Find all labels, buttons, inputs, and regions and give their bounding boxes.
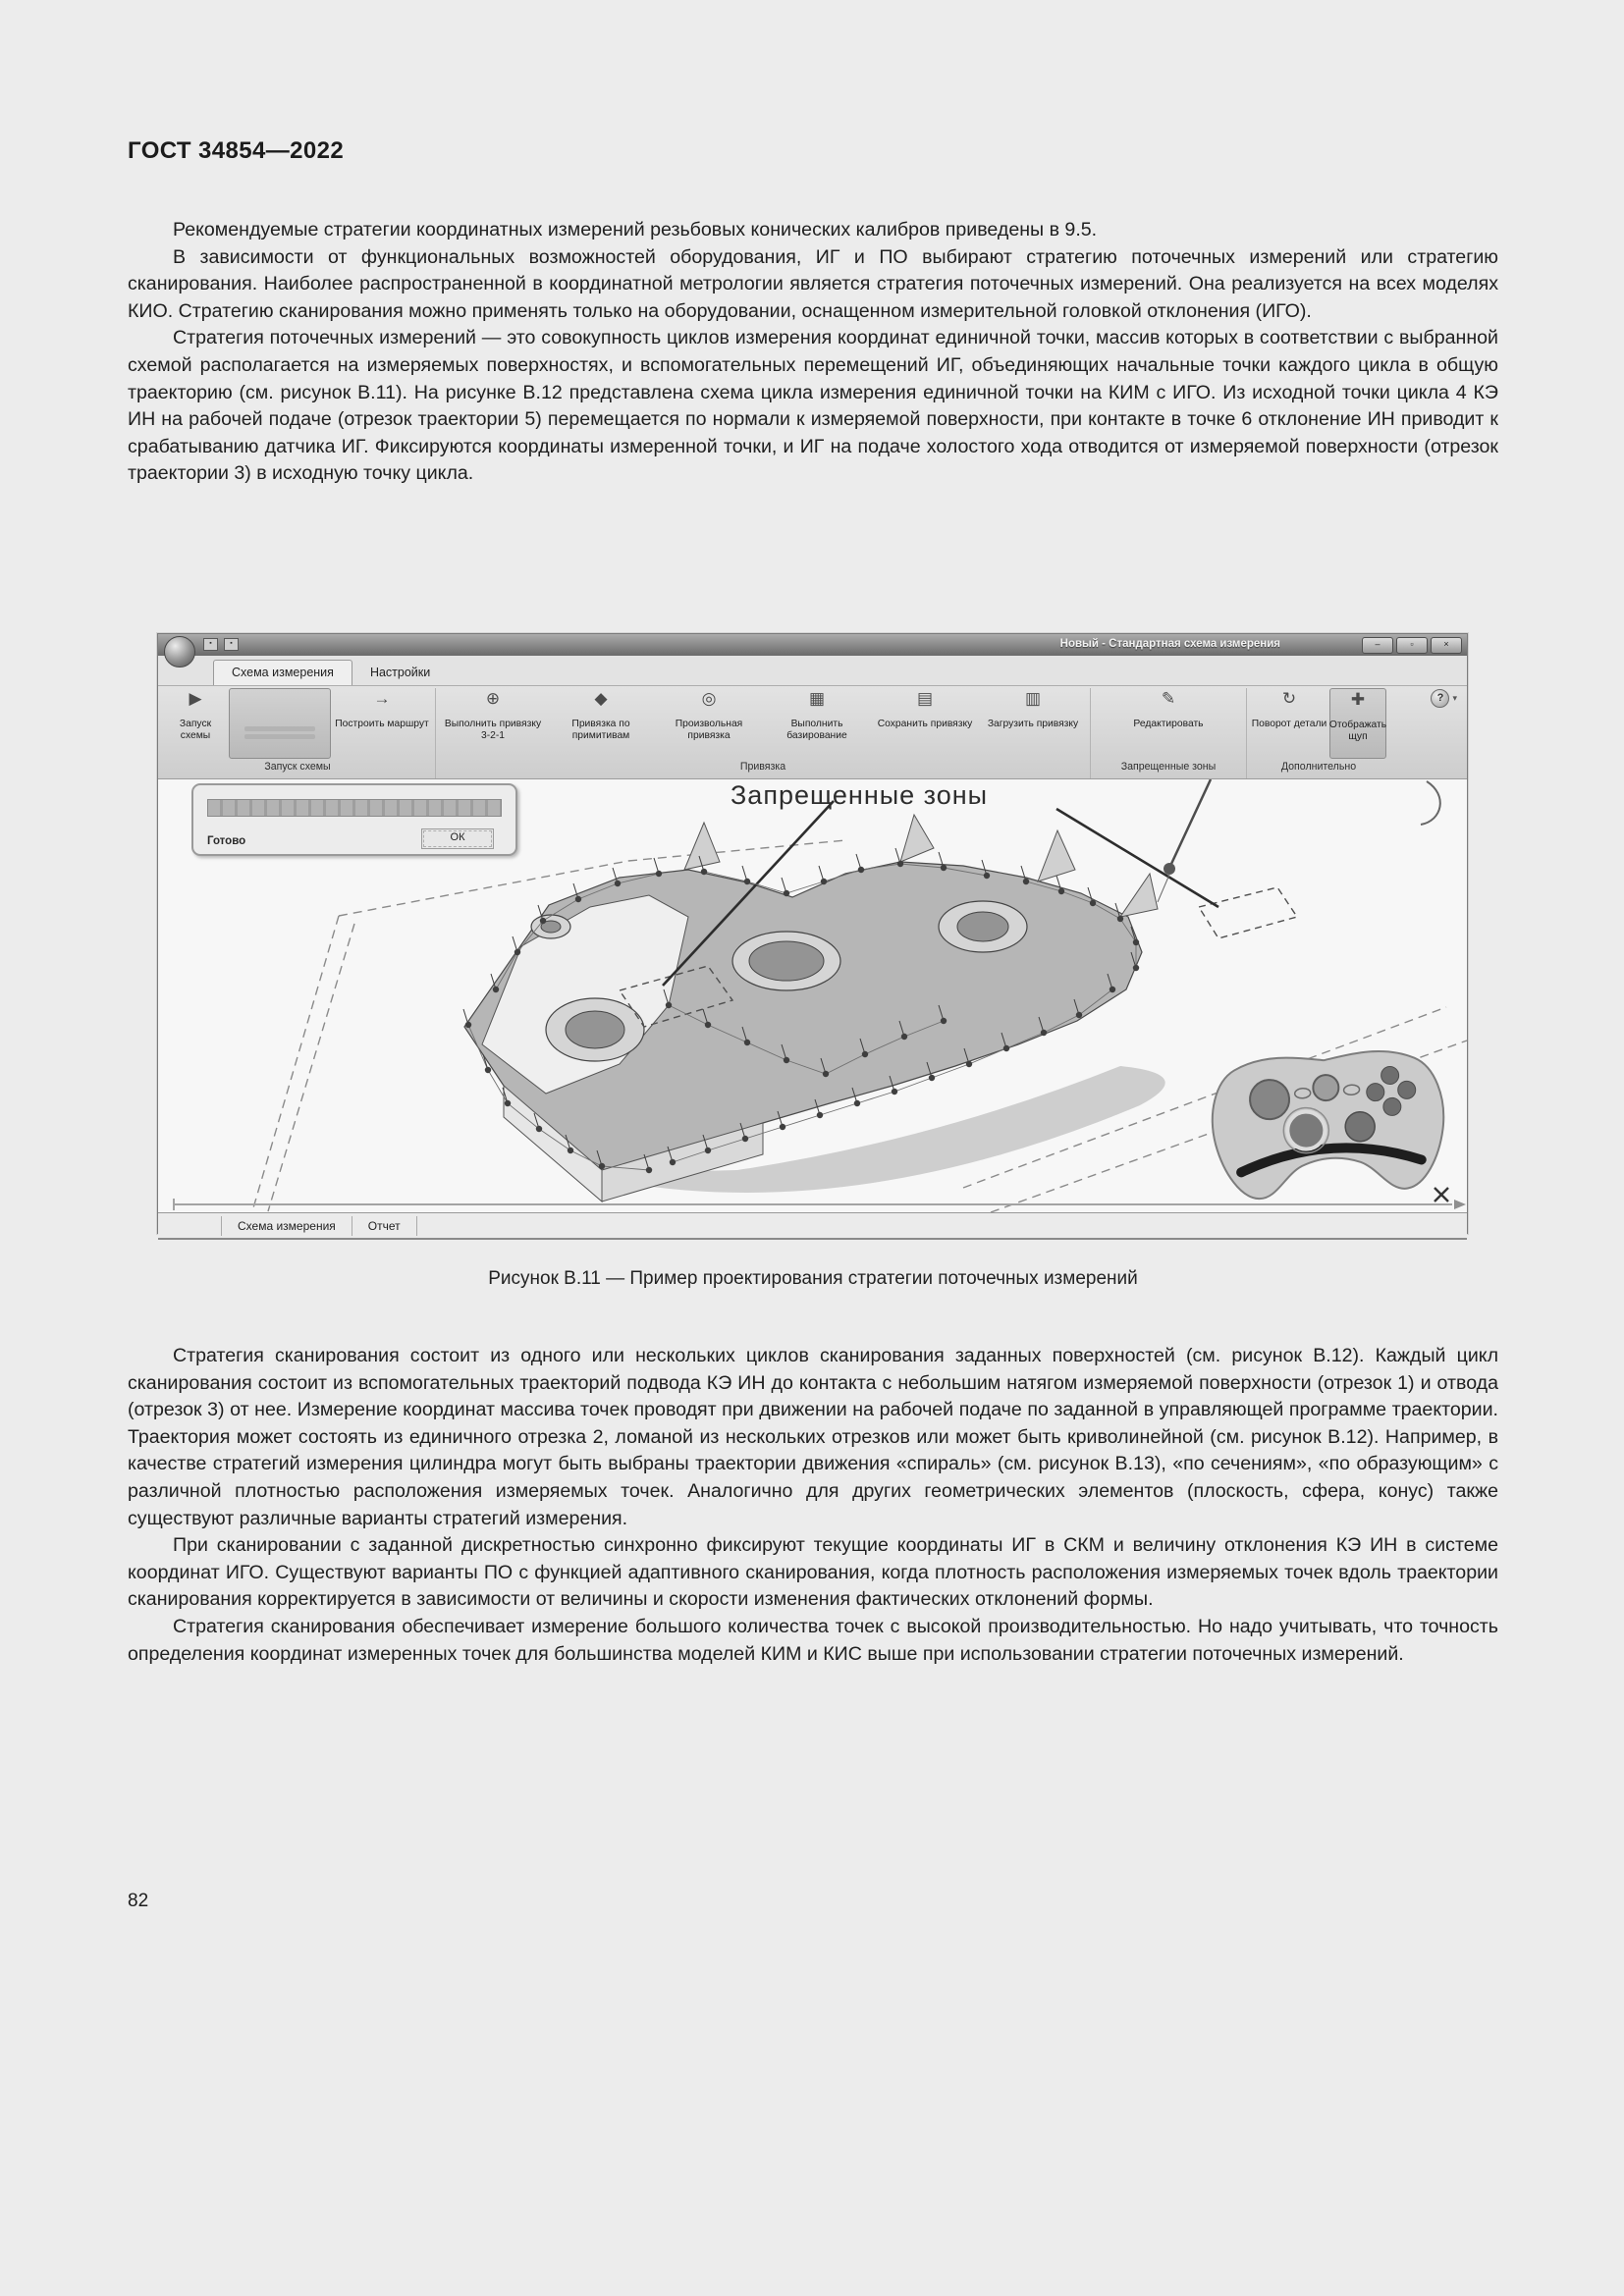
save-icon: ▤: [916, 689, 934, 708]
figure-caption: Рисунок В.11 — Пример проектирования стратегии поточечных измерений: [488, 1268, 1138, 1289]
close-icon[interactable]: ×: [1431, 637, 1462, 654]
run-icon: ▶: [189, 689, 202, 708]
basing-button[interactable]: [764, 688, 870, 759]
button-label: Загрузить привязку: [987, 719, 1079, 729]
tab-settings[interactable]: Настройки: [369, 666, 431, 679]
button-label: Редактировать: [1133, 719, 1204, 729]
alignment-321-icon: ⊕: [485, 689, 501, 708]
progress-dialog: [191, 783, 517, 856]
page-number: 82: [128, 1891, 149, 1911]
paragraph: Стратегия сканирования состоит из одного или нескольких циклов сканирования заданных поверхностей (см. рисунок В.12). Каждый цикл сканирования состоит из вспомогательных траекторий подвода КЭ ИН до контакта с небольшим натягом измеряемой поверхности (отрезок 1) и отвода (отрезок 3) от нее. Измерение координат массива точек проводят при движении на рабочей подаче по заданной в управляющей программе траектории. Траектория может состоять из единичного отрезка 2, ломаной из нескольких отрезков или может быть криволинейной (см. рисунок В.12). Например, в качестве стратегий измерения цилиндра могут быть выбраны траектории движения «спираль» (см. рисунок В.13), «по сечениям», «по образующим» с различной плотностью расположения измеряемых точек. Аналогично для других геометрических элементов (плоскость, сфера, конус) также существуют различные варианты стратегий измерения.: [128, 1345, 1498, 1529]
probe-icon: ✚: [1350, 690, 1366, 709]
document-header: ГОСТ 34854—2022: [128, 137, 345, 164]
ribbon-tab-row: [158, 656, 1467, 686]
paragraph: Стратегия сканирования обеспечивает измерение большого количества точек с высокой производительностью. Но надо учитывать, что точность определения координат измеренных точек для большинства моделей КИМ и КИС выше при использовании стратегии поточечных измерений.: [128, 1615, 1498, 1665]
quick-undo-icon[interactable]: ▪: [224, 638, 239, 651]
view-tab-bar: [158, 1212, 1467, 1240]
view-tab-scheme[interactable]: Схема измерения: [221, 1216, 352, 1236]
body-text-top: [128, 217, 1498, 488]
alignment-primitives-button[interactable]: [548, 688, 654, 759]
ribbon-group-alignment: [436, 688, 1091, 778]
view-tab-report[interactable]: Отчет: [352, 1216, 417, 1236]
group-label: Дополнительно: [1280, 761, 1357, 773]
paragraph: В зависимости от функциональных возможностей оборудования, ИГ и ПО выбирают стратегию поточечных измерений или стратегию сканирования. Наиболее распространенной в координатной метрологии является стратегия поточечных измерений. Она реализуется на всех моделях КИО. Стратегию сканирования можно применять только на оборудовании, оснащенном измерительной головкой отклонения (ИГО).: [128, 245, 1498, 322]
group-label: Запрещенные зоны: [1120, 761, 1217, 773]
edit-icon: ✎: [1161, 689, 1176, 708]
progress-status: Готово: [207, 835, 246, 847]
alignment-321-button[interactable]: [440, 688, 546, 759]
paragraph: Рекомендуемые стратегии координатных измерений резьбовых конических калибров приведены в 9.5.: [173, 219, 1098, 240]
titlebar: [158, 634, 1467, 656]
tab-measurement-scheme[interactable]: Схема измерения: [213, 660, 352, 685]
primitives-icon: ◆: [594, 689, 608, 708]
window-controls: [1362, 637, 1462, 654]
quick-access-toolbar: [203, 638, 239, 651]
button-label: Отображать щуп: [1328, 720, 1387, 742]
paragraph: Стратегия поточечных измерений — это совокупность циклов измерения координат единичной точки, массив которых в соответствии с выбранной схемой располагается на измеряемых поверхностях, и вспомогательных перемещений ИГ, объединяющих начальные точки каждого цикла в общую траекторию (см. рисунок В.11). На рисунке В.12 представлена схема цикла измерения единичной точки на КИМ с ИГО. Из исходной точки цикла 4 КЭ ИН на рабочей подаче (отрезок траектории 5) перемещается по нормали к измеряемой поверхности, при контакте в точке 6 отклонение ИН приводит к срабатыванию датчика ИГ. Фиксируются координаты измеренной точки, и ИГ на подаче холостого хода отводится от измеряемой поверхности (отрезок траектории 3) в исходную точку цикла.: [128, 327, 1498, 485]
group-label: Привязка: [739, 761, 786, 773]
button-label: Произвольная привязка: [675, 719, 743, 741]
maximize-icon[interactable]: ▫: [1396, 637, 1428, 654]
help-control[interactable]: [1431, 689, 1457, 708]
button-label: Сохранить привязку: [877, 719, 973, 729]
show-probe-button[interactable]: [1329, 688, 1386, 759]
button-label: Запуск схемы: [179, 719, 212, 741]
illegible-label: [244, 723, 314, 742]
ribbon: [158, 686, 1467, 779]
button-label: Поворот детали: [1251, 719, 1327, 729]
load-alignment-button[interactable]: [980, 688, 1086, 759]
ribbon-group-additional: [1247, 688, 1390, 778]
group-label: Запуск схемы: [264, 761, 331, 773]
highlighted-route-button[interactable]: [229, 688, 331, 759]
help-icon[interactable]: ?: [1431, 689, 1449, 708]
body-text-bottom: [128, 1343, 1498, 1668]
window-title: Новый - Стандартная схема измерения: [1059, 638, 1280, 650]
button-label: Построить маршрут: [335, 719, 429, 729]
rotate-part-button[interactable]: [1251, 688, 1327, 759]
route-icon: →: [373, 689, 391, 708]
arbitrary-icon: ◎: [701, 689, 717, 708]
app-menu-button[interactable]: [164, 636, 195, 667]
save-alignment-button[interactable]: [872, 688, 978, 759]
arbitrary-alignment-button[interactable]: [656, 688, 762, 759]
button-label: Выполнить привязку 3-2-1: [444, 719, 542, 741]
button-label: Привязка по примитивам: [571, 719, 630, 741]
button-label: Выполнить базирование: [786, 719, 847, 741]
quick-save-icon[interactable]: ▪: [203, 638, 218, 651]
forbidden-zones-annotation: Запрещенные зоны: [731, 780, 989, 810]
rotate-icon: ↻: [1281, 689, 1297, 708]
paragraph: При сканировании с заданной дискретностью синхронно фиксируют текущие координаты ИГ в СКМ и величину отклонения КЭ ИН в системе координат ИГО. Существуют варианты ПО с функцией адаптивного сканирования, когда плотность расположения измеряемых точек вдоль траектории сканирования корректируется в зависимости от величины и скорости изменения фактических отклонений формы.: [128, 1534, 1498, 1611]
basing-icon: ▦: [808, 689, 826, 708]
3d-viewport[interactable]: [158, 779, 1467, 1212]
chevron-down-icon: ▾: [1452, 693, 1457, 703]
measurement-app-window: [157, 633, 1468, 1234]
minimize-icon[interactable]: –: [1362, 637, 1393, 654]
run-scheme-button[interactable]: [164, 688, 227, 759]
build-route-button[interactable]: [333, 688, 431, 759]
ribbon-group-scheme-run: [160, 688, 436, 778]
ok-button[interactable]: ОК: [421, 828, 494, 849]
progress-bar: [207, 799, 502, 817]
load-icon: ▥: [1024, 689, 1042, 708]
ribbon-group-forbidden-zones: [1091, 688, 1247, 778]
edit-zones-button[interactable]: [1095, 688, 1242, 759]
